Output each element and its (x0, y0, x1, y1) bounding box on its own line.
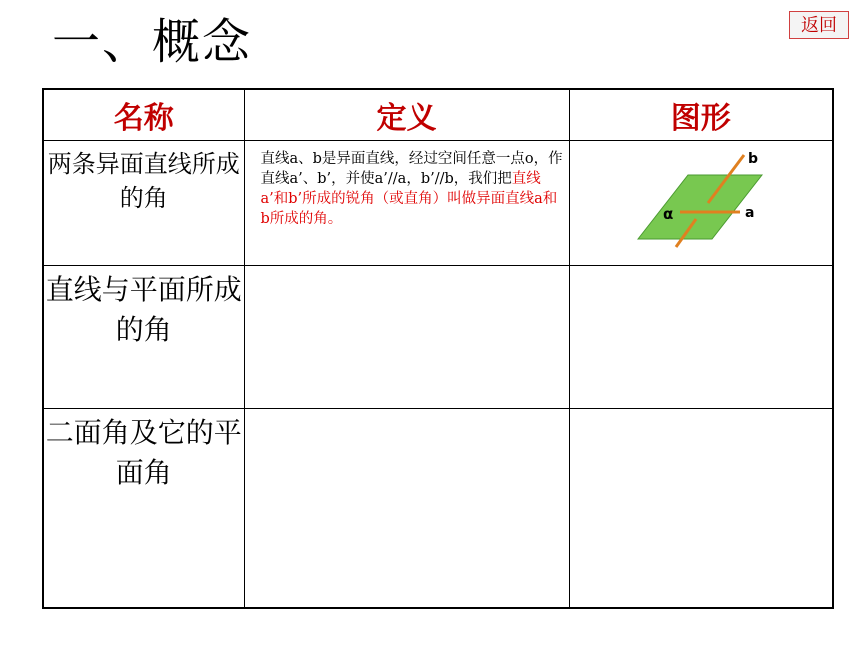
row-definition (244, 141, 569, 266)
plane-alpha-label: α (662, 205, 674, 223)
skew-lines-figure (636, 151, 766, 251)
row-name (43, 409, 244, 608)
row-definition (244, 266, 569, 409)
table-header-row (43, 89, 833, 141)
concept-table (42, 88, 834, 609)
row-figure (569, 141, 833, 266)
row-name-text: 直线与平面所成的角 (45, 273, 242, 346)
row-name (43, 266, 244, 409)
line-b-label: b (747, 151, 758, 167)
row-figure (569, 266, 833, 409)
table-row (43, 141, 833, 266)
table-row (43, 266, 833, 409)
back-button[interactable]: 返回 (789, 11, 849, 39)
header-definition: 定义 (244, 89, 569, 141)
row-definition (244, 409, 569, 608)
row-figure (569, 409, 833, 608)
row-name-text: 二面角及它的平面角 (45, 416, 242, 489)
line-a-label: a (744, 205, 755, 221)
header-figure: 图形 (569, 89, 833, 141)
row-name-text: 两条异面直线所成的角 (47, 150, 240, 212)
row-name (43, 141, 244, 266)
header-name: 名称 (43, 89, 244, 141)
table-row (43, 409, 833, 608)
plane-alpha-shape (638, 175, 762, 239)
page-title: 一、概念 (52, 14, 253, 70)
definition-highlight: 直线a’和b’所成的锐角（或直角）叫做异面直线a和b所成的角。 (260, 171, 558, 227)
definition-text: 直线a、b是异面直线，经过空间任意一点o，作直线a’、b’，并使a’//a，b’//b，我们把 (260, 151, 563, 187)
